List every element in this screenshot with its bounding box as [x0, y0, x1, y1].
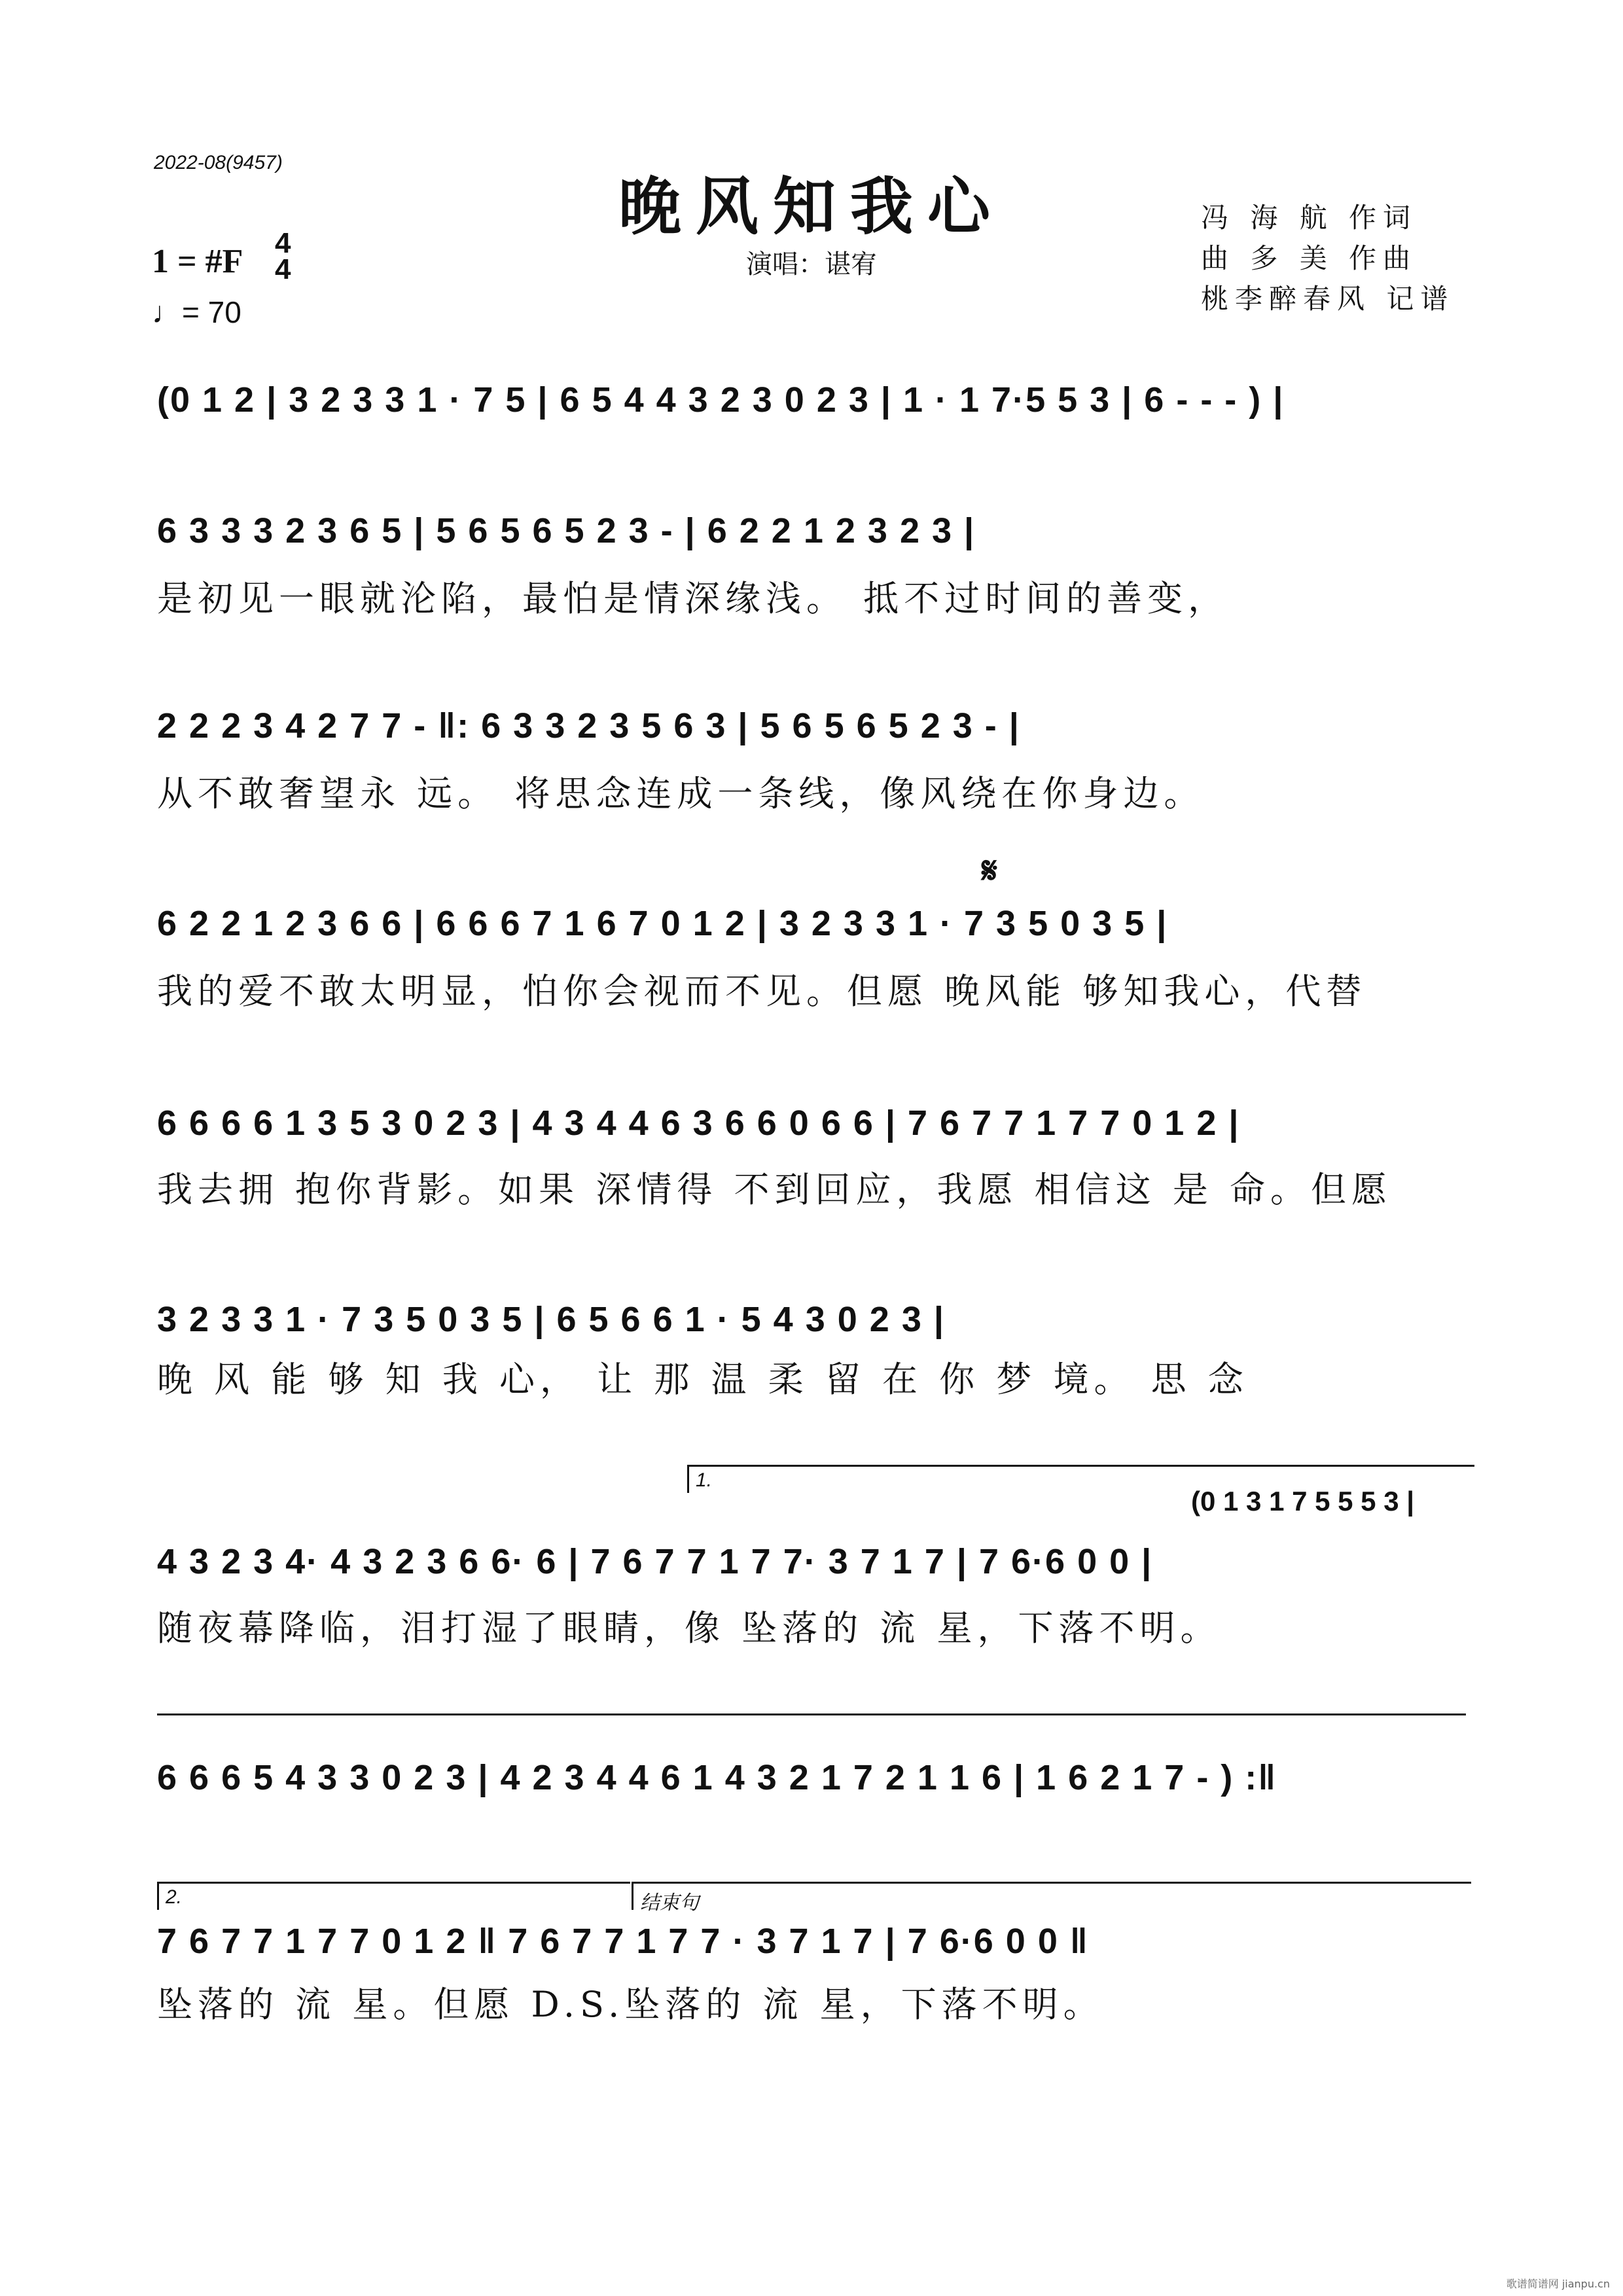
score-line-3: 2 2 2 3 4 2 7 7 - ‖: 6 3 3 2 3 5 6 3 | 5 6 5 6 5 2 3 - | [157, 706, 1020, 745]
time-signature [275, 227, 291, 285]
final-ending-label: 结束句 [640, 1892, 699, 1914]
meter-top: 4 [275, 227, 291, 259]
lyric-line-4: 我的爱不敢太明显，怕你会视而不见。但愿 晚风能 够知我心，代替 [157, 971, 1367, 1012]
segno-mark: 𝄋 [982, 850, 998, 892]
song-title: 晚风知我心 [618, 170, 1005, 243]
score-line-5: 6 6 6 6 1 3 5 3 0 2 3 | 4 3 4 4 6 3 6 6 0 6 6 | 7 6 7 7 1 7 7 0 1 2 | [157, 1103, 1240, 1143]
lyric-line-2: 是初见一眼就沦陷，最怕是情深缘浅。 抵不过时间的善变， [157, 578, 1229, 619]
site-watermark: 歌谱简谱网 jianpu.cn [1506, 2278, 1610, 2290]
lyricist-credit: 冯 海 航 作词 [1201, 202, 1418, 234]
score-line-6: 3 2 3 3 1 · 7 3 5 0 3 5 | 6 5 6 6 1 · 5 4 3 0 2 3 | [157, 1300, 945, 1339]
lyric-line-3: 从不敢奢望永 远。 将思念连成一条线，像风绕在你身边。 [157, 773, 1205, 814]
meter-bottom: 4 [275, 253, 291, 285]
notation-credit: 桃李醉春风 记谱 [1201, 283, 1455, 315]
tempo-mark: ♩= 70 [152, 295, 241, 329]
lyric-line-6: 晚 风 能 够 知 我 心， 让 那 温 柔 留 在 你 梦 境。 思 念 [157, 1359, 1249, 1400]
lyric-line-9: 坠落的 流 星。但愿 D.S.坠落的 流 星，下落不明。 [157, 1984, 1104, 2025]
score-line-2: 6 3 3 3 2 3 6 5 | 5 6 5 6 5 2 3 - | 6 2 2 1 2 3 2 3 | [157, 511, 976, 550]
lyric-line-7: 随夜幕降临，泪打湿了眼睛，像 坠落的 流 星，下落不明。 [157, 1607, 1221, 1649]
score-line-8: 6 6 6 5 4 3 3 0 2 3 | 4 2 3 4 4 6 1 4 3 2 1 7 2 1 1 6 | 1 6 2 1 7 - ) :‖ [157, 1758, 1277, 1797]
second-ending-bracket [157, 1882, 630, 1910]
first-ending-label: 1. [696, 1469, 713, 1491]
final-ending-bracket [632, 1882, 1471, 1914]
key-signature: 1 = #F [152, 243, 243, 280]
score-line-9: 7 6 7 7 1 7 7 0 1 2 ‖ 7 6 7 7 1 7 7 · 3 7 1 7 | 7 6·6 0 0 ‖ [157, 1922, 1089, 1961]
second-ending-label: 2. [166, 1886, 183, 1908]
composer-credit: 曲 多 美 作曲 [1201, 242, 1418, 274]
repeat-bracket [157, 1713, 1466, 1729]
score-line-7: 4 3 2 3 4· 4 3 2 3 6 6· 6 | 7 6 7 7 1 7 7· 3 7 1 7 | 7 6·6 0 0 | [157, 1542, 1153, 1581]
singer-credit: 演唱：谌宥 [746, 249, 877, 279]
interlude-notes: (0 1 3 1 7 5 5 5 3 | [1191, 1486, 1414, 1516]
score-line-4: 6 2 2 1 2 3 6 6 | 6 6 6 7 1 6 7 0 1 2 | 3 2 3 3 1 · 7 3 5 0 3 5 | [157, 904, 1168, 943]
lyric-line-5: 我去拥 抱你背影。如果 深情得 不到回应，我愿 相信这 是 命。但愿 [157, 1169, 1392, 1210]
score-line-1: (0 1 2 | 3 2 3 3 1 · 7 5 | 6 5 4 4 3 2 3 0 2 3 | 1 · 1 7·5 5 3 | 6 - - - ) | [157, 380, 1285, 420]
score-id: 2022-08(9457) [154, 152, 283, 173]
